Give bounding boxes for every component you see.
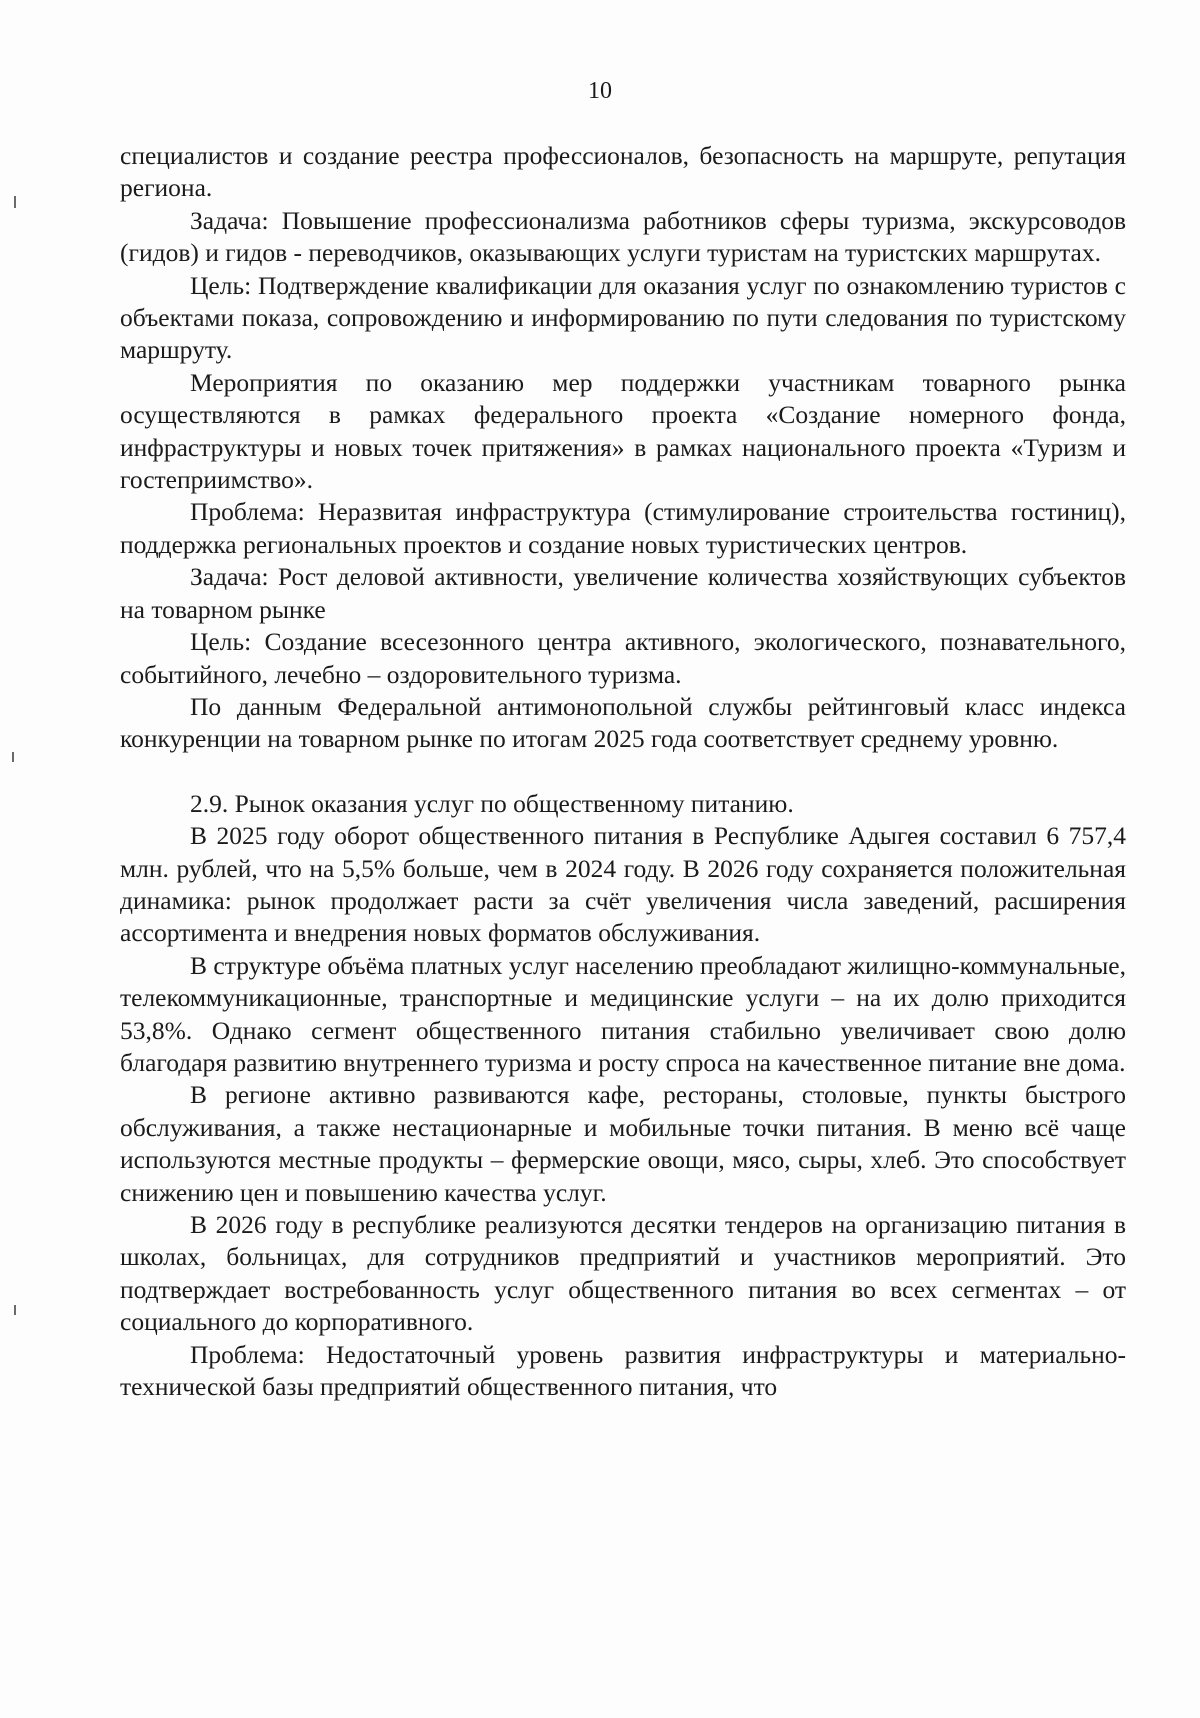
page-number: 10 [588,78,612,104]
paragraph-spacer [120,756,1126,788]
paragraph: Проблема: Неразвитая инфраструктура (стимулирование строительства гостиниц), поддержка региональных проектов и создание новых туристических центров. [120,497,1126,559]
paragraph: Цель: Создание всесезонного центра активного, экологического, познавательного, событийного, лечебно – оздоровительного туризма. [120,627,1126,689]
paragraph: Мероприятия по оказанию мер поддержки участникам товарного рынка осуществляются в рамках федерального проекта «Создание номерного фонда, инфраструктуры и новых точек притяжения» в рамках национального проекта «Туризм и гостеприимство». [120,367,1126,495]
paragraph: Задача: Рост деловой активности, увеличение количества хозяйствующих субъектов на товарном рынке [120,562,1126,624]
scan-mark [14,1305,16,1315]
scan-mark [14,196,16,208]
paragraph: По данным Федеральной антимонопольной службы рейтинговый класс индекса конкуренции на товарном рынке по итогам 2025 года соответствует среднему уровню. [120,691,1126,754]
scan-mark [12,752,14,762]
paragraph: специалистов и создание реестра профессионалов, безопасность на маршруте, репутация региона. [120,141,1126,203]
paragraph: Задача: Повышение профессионализма работников сферы туризма, экскурсоводов (гидов) и гидов - переводчиков, оказывающих услуги туристам на туристских маршрутах. [120,205,1126,268]
paragraph: 2.9. Рынок оказания услуг по общественному питанию. [190,788,794,818]
paragraph: Цель: Подтверждение квалификации для оказания услуг по ознакомлению туристов с объектами показа, сопровождению и информированию по пути следования по туристскому маршруту. [120,270,1126,365]
paragraph: В 2026 году в республике реализуются десятки тендеров на организацию питания в школах, больницах, для сотрудников предприятий и участников мероприятий. Это подтверждает востребованность услуг общественного питания во всех сегментах – от социального до корпоративного. [120,1210,1126,1337]
paragraph: В структуре объёма платных услуг населению преобладают жилищно-коммунальные, телекоммуникационные, транспортные и медицинские услуги – на их долю приходится 53,8%. Однако сегмент общественного питания стабильно увеличивает свою долю благодаря развитию внутреннего туризма и росту спроса на качественное питание вне дома. [120,950,1126,1077]
document-body [120,140,1126,1403]
paragraph: Проблема: Недостаточный уровень развития инфраструктуры и материально-технической базы предприятий общественного питания, что [120,1339,1126,1402]
paragraph: В регионе активно развиваются кафе, рестораны, столовые, пункты быстрого обслуживания, а также нестационарные и мобильные точки питания. В меню всё чаще используются местные продукты – фермерские овощи, мясо, сыры, хлеб. Это способствует снижению цен и повышению качества услуг. [120,1080,1126,1207]
paragraph: В 2025 году оборот общественного питания в Республике Адыгея составил 6 757,4 млн. рублей, что на 5,5% больше, чем в 2024 году. В 2026 году сохраняется положительная динамика: рынок продолжает расти за счёт увеличения числа заведений, расширения ассортимента и внедрения новых форматов обслуживания. [120,821,1126,948]
